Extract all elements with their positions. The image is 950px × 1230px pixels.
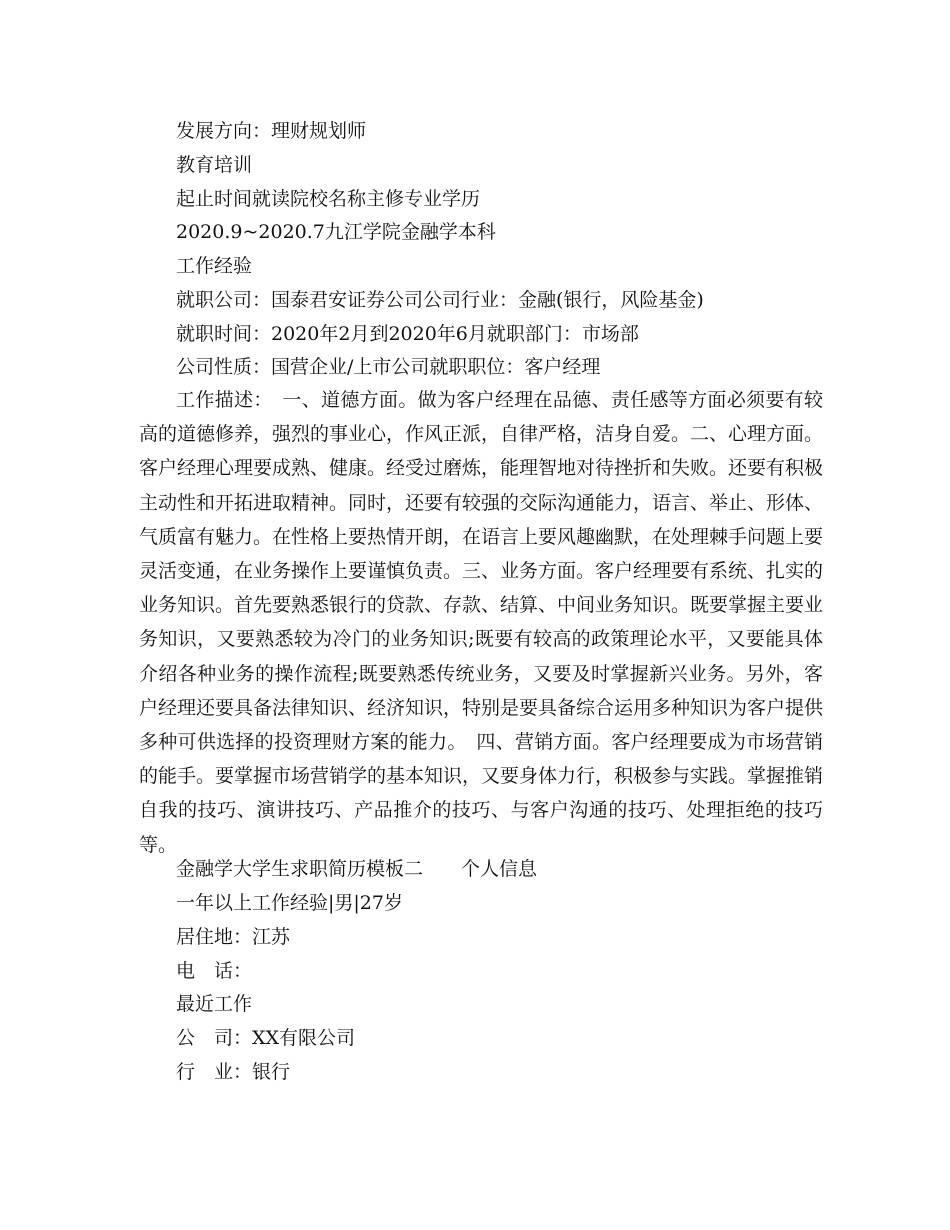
- recent-company-line: 公 司：XX有限公司: [176, 1027, 356, 1049]
- residence-line: 居住地：江苏: [176, 926, 291, 948]
- phone-line: 电 话：: [176, 960, 253, 982]
- career-direction: 发展方向：理财规划师: [176, 120, 367, 142]
- template-two-heading: 金融学大学生求职简历模板二 个人信息: [176, 858, 538, 880]
- education-columns: 起止时间就读院校名称主修专业学历: [176, 188, 481, 210]
- education-entry: 2020.9~2020.7九江学院金融学本科: [176, 221, 496, 243]
- education-heading: 教育培训: [176, 154, 253, 176]
- work-description-paragraph: 工作描述： 一、道德方面。做为客户经理在品德、责任感等方面必须要有较高的道德修养，强烈的事业心，作风正派，自律严格，洁身自爱。二、心理方面。客户经理心理要成熟、健康。经受过磨炼，能理智地对待挫折和失败。还要有积极主动性和开拓进取精神。同时，还要有较强的交际沟通能力，语言、举止、形体、气质富有魅力。在性格上要热情开朗，在语言上要风趣幽默，在处理棘手问题上要灵活变通，在业务操作上要谨慎负责。三、业务方面。客户经理要有系统、扎实的业务知识。首先要熟悉银行的贷款、存款、结算、中间业务知识。既要掌握主要业务知识，又要熟悉较为冷门的业务知识;既要有较高的政策理论水平，又要能具体介绍各种业务的操作流程;既要熟悉传统业务，又要及时掌握新兴业务。另外，客户经理还要具备法律知识、经济知识，特别是要具备综合运用多种知识为客户提供多种可供选择的投资理财方案的能力。 四、营销方面。客户经理要成为市场营销的能手。要掌握市场营销学的基本知识，又要身体力行，积极参与实践。掌握推销自我的技巧、演讲技巧、产品推介的技巧、与客户沟通的技巧、处理拒绝的技巧等。: [139, 389, 824, 856]
- employment-period-line: 就职时间：2020年2月到2020年6月就职部门：市场部: [176, 323, 639, 345]
- recent-industry-line: 行 业：银行: [176, 1061, 291, 1083]
- company-type-line: 公司性质：国营企业/上市公司就职职位：客户经理: [176, 356, 601, 378]
- recent-work-heading: 最近工作: [176, 993, 253, 1015]
- work-experience-heading: 工作经验: [176, 255, 253, 277]
- employer-line: 就职公司：国泰君安证券公司公司行业：金融(银行，风险基金): [176, 289, 704, 311]
- experience-gender-age: 一年以上工作经验|男|27岁: [176, 892, 403, 914]
